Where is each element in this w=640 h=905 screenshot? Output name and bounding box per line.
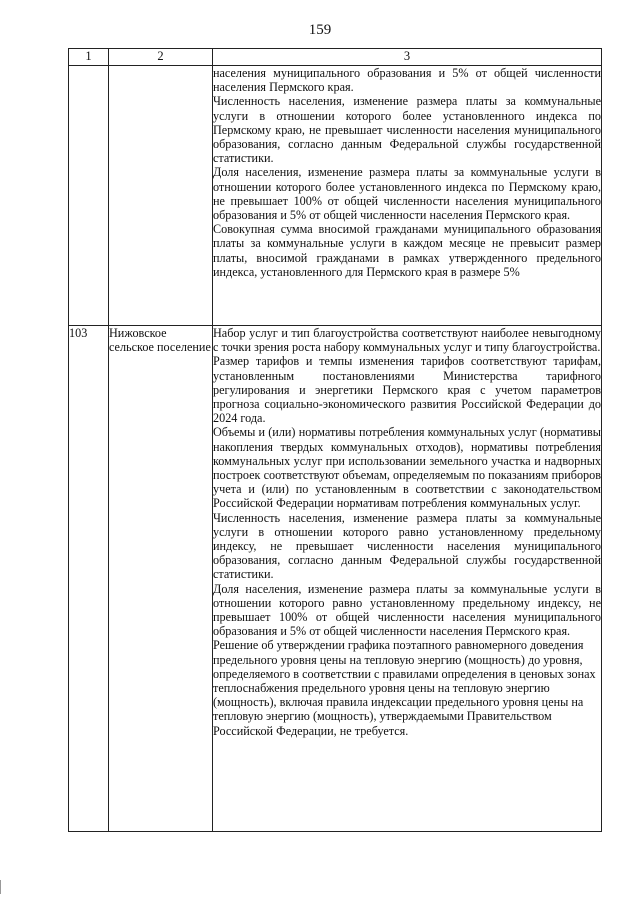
row-content xyxy=(213,326,602,832)
table-row xyxy=(69,326,602,832)
content-paragraph: Численность населения, изменение размера платы за коммунальные услуги в отношении которого более установленного индекса по Пермскому краю, не превышает численности населения муниципального образования, согласно данным Федеральной службы государственной статистики. xyxy=(213,94,601,166)
content-paragraph: Объемы и (или) нормативы потребления коммунальных услуг (нормативы накопления твердых коммунальных отходов), нормативы потребления коммунальных услуг при использовании земельного участка и надворных построек соответствуют объемам, определяемым по показаниям приборов учета и (или) по установленным в соответствии с законодательством Российской Федерации нормативам потребления коммунальных услуг. xyxy=(213,425,601,511)
content-paragraph: Численность населения, изменение размера платы за коммунальные услуги в отношении которого равно установленному предельному индексу, не превышает численности населения муниципального образования, согласно данным Федеральной службы государственной статистики. xyxy=(213,510,601,582)
municipality-name xyxy=(109,326,213,832)
content-paragraph: Совокупная сумма вносимой гражданами муниципального образования платы за коммунальные услуги в каждом месяце не превысит размер платы, вносимой гражданами в рамках утвержденного предельного индекса, установленного для Пермского края в размере 5% xyxy=(213,222,601,279)
content-paragraph: населения муниципального образования и 5% от общей численности населения Пермского края. xyxy=(213,66,601,95)
content-paragraph: Доля населения, изменение размера платы за коммунальные услуги в отношении которого более установленного индекса по Пермскому краю, не превышает 100% от общей численности населения муниципального образования и 5% от общей численности населения Пермского края. xyxy=(213,165,601,223)
page-number: 159 xyxy=(308,22,332,38)
content-paragraph: Доля населения, изменение размера платы за коммунальные услуги в отношении которого равно установленному предельному индексу, не превышает 100% от общей численности населения муниципального образования и 5% от общей численности населения Пермского края. xyxy=(213,581,601,639)
table-row xyxy=(69,66,602,326)
municipality-name-text: Нижовское сельское поселение xyxy=(109,326,211,355)
column-header-3: 3 xyxy=(213,49,602,66)
content-paragraph: Решение об утверждении графика поэтапного равномерного доведения предельного уровня цены на тепловую энергию (мощность) до уровня, определяемого в соответствии с правилами определения в ценовых зонах теплоснабжения предельного уровня цены на тепловую энергию (мощность), включая правила индексации предельного уровня цены на тепловую энергию (мощность), утверждаемыми Правительством Российской Федерации, не требуется. xyxy=(213,638,596,738)
document-table xyxy=(68,48,602,832)
row-number xyxy=(69,66,109,326)
row-number: 103 xyxy=(69,326,109,832)
margin-mark xyxy=(0,880,1,894)
content-paragraph: Размер тарифов и темпы изменения тарифов соответствуют тарифам, установленным постановлениями Министерства тарифного регулирования и энергетики Пермского края с учетом параметров прогноза социально-экономического развития Российской Федерации до 2024 года. xyxy=(213,354,601,426)
column-header-2: 2 xyxy=(109,49,213,66)
municipality-name xyxy=(109,66,213,326)
column-header-1: 1 xyxy=(69,49,109,66)
table-header-row xyxy=(69,49,602,66)
row-content xyxy=(213,66,602,326)
content-paragraph: Набор услуг и тип благоустройства соответствуют наиболее невыгодному с точки зрения роста набору коммунальных услуг и типу благоустройства. xyxy=(213,326,601,355)
